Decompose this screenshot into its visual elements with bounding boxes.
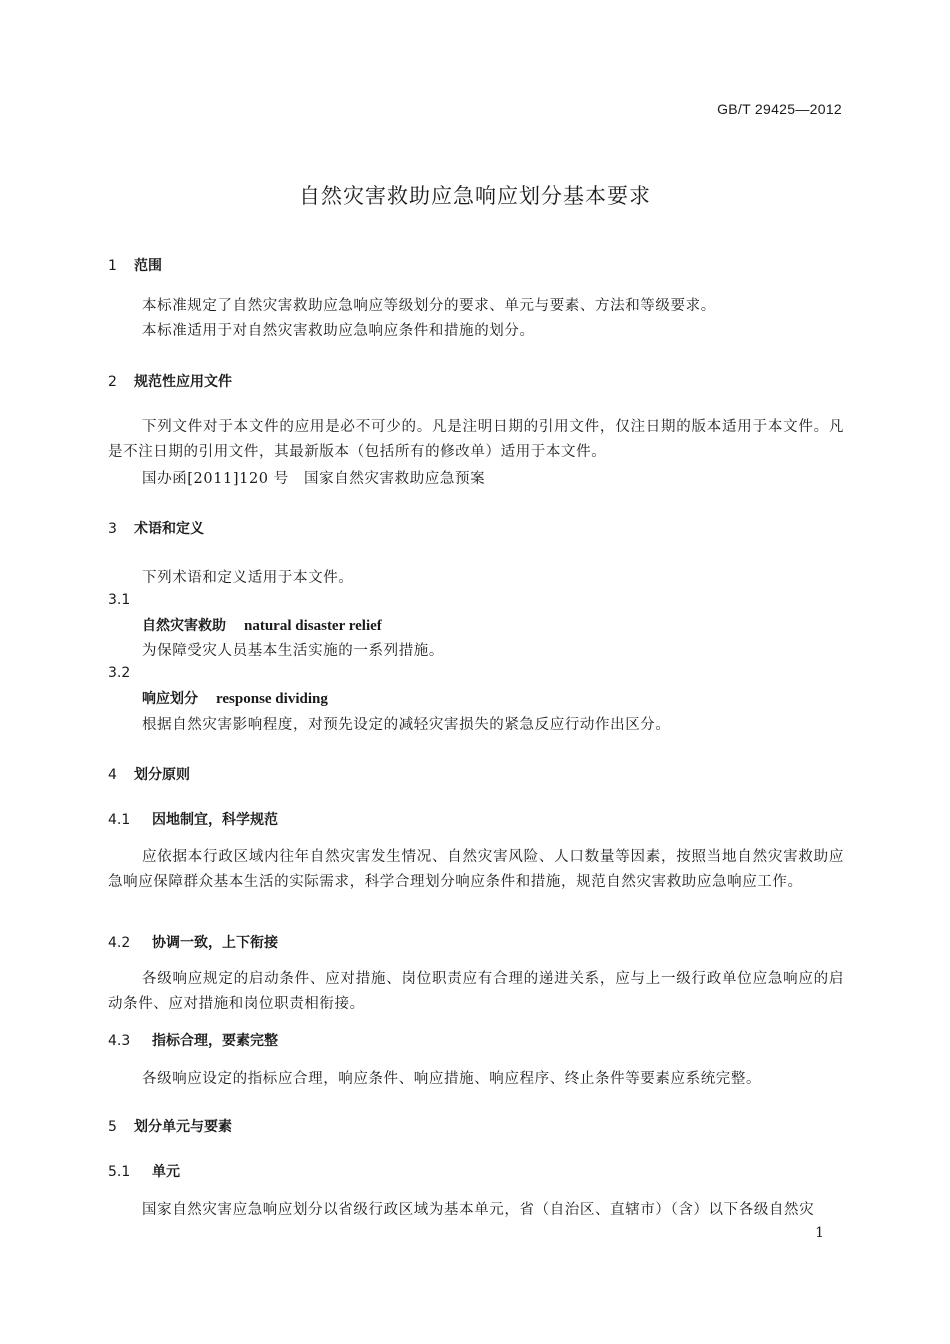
- term-3-1-number: 3.1: [108, 592, 131, 608]
- section-number: 4.1: [108, 812, 131, 828]
- section-title: 因地制宜，科学规范: [152, 812, 278, 828]
- section-title: 规范性应用文件: [134, 374, 232, 390]
- term-3-1: [142, 615, 382, 635]
- section-3-heading: [108, 518, 204, 538]
- term-3-2: [142, 688, 328, 708]
- section-3-intro: 下列术语和定义适用于本文件。: [142, 570, 354, 586]
- section-5-1-heading: [108, 1161, 180, 1181]
- document-title: 自然灾害救助应急响应划分基本要求: [299, 184, 651, 208]
- term-3-2-definition: 根据自然灾害影响程度，对预先设定的减轻灾害损失的紧急反应行动作出区分。: [142, 717, 671, 733]
- section-1-paragraph-2: 本标准适用于对自然灾害救助应急响应条件和措施的划分。: [142, 323, 535, 339]
- term-zh: 自然灾害救助: [142, 618, 226, 634]
- section-title: 协调一致，上下衔接: [152, 935, 278, 951]
- section-4-heading: [108, 764, 190, 784]
- section-1-paragraph-1: 本标准规定了自然灾害救助应急响应等级划分的要求、单元与要素、方法和等级要求。: [142, 298, 716, 314]
- section-4-1-heading: [108, 809, 278, 829]
- normative-reference: 国办函[2011]120 号 国家自然灾害救助应急预案: [142, 471, 486, 487]
- section-4-2-heading: [108, 932, 278, 952]
- section-number: 4.3: [108, 1033, 131, 1049]
- section-4-2-paragraph: 各级响应规定的启动条件、应对措施、岗位职责应有合理的递进关系，应与上一级行政单位应急响应的启动条件、应对措施和岗位职责相衔接。: [108, 971, 844, 1012]
- term-en: response dividing: [216, 691, 328, 707]
- standard-number: GB/T 29425—2012: [717, 101, 842, 117]
- section-number: 4: [108, 767, 117, 783]
- section-title: 划分单元与要素: [134, 1119, 232, 1135]
- section-4-3-heading: [108, 1030, 278, 1050]
- section-number: 2: [108, 374, 117, 390]
- term-zh: 响应划分: [142, 691, 198, 707]
- section-4-3-paragraph: 各级响应设定的指标应合理，响应条件、响应措施、响应程序、终止条件等要素应系统完整。: [142, 1071, 762, 1087]
- section-title: 指标合理，要素完整: [152, 1033, 278, 1049]
- term-en: natural disaster relief: [244, 618, 382, 634]
- section-4-1-paragraph: 应依据本行政区域内往年自然灾害发生情况、自然灾害风险、人口数量等因素，按照当地自然灾害救助应急响应保障群众基本生活的实际需求，科学合理划分响应条件和措施，规范自然灾害救助应急响应工作。: [108, 849, 844, 890]
- section-2-heading: [108, 371, 232, 391]
- page-number: 1: [815, 1225, 824, 1241]
- section-number: 4.2: [108, 935, 131, 951]
- section-2-paragraph: 下列文件对于本文件的应用是必不可少的。凡是注明日期的引用文件，仅注日期的版本适用于本文件。凡是不注日期的引用文件，其最新版本（包括所有的修改单）适用于本文件。: [108, 419, 844, 460]
- section-number: 5: [108, 1119, 117, 1135]
- section-title: 划分原则: [134, 767, 190, 783]
- section-5-heading: [108, 1116, 232, 1136]
- section-number: 1: [108, 258, 117, 274]
- term-3-1-definition: 为保障受灾人员基本生活实施的一系列措施。: [142, 643, 444, 659]
- section-5-1-paragraph: 国家自然灾害应急响应划分以省级行政区域为基本单元，省（自治区、直辖市）（含）以下各级自然灾: [142, 1202, 815, 1218]
- term-3-2-number: 3.2: [108, 665, 131, 681]
- section-title: 范围: [134, 258, 162, 274]
- section-1-heading: [108, 255, 162, 275]
- section-number: 5.1: [108, 1164, 131, 1180]
- section-number: 3: [108, 521, 117, 537]
- section-title: 术语和定义: [134, 521, 204, 537]
- section-title: 单元: [152, 1164, 180, 1180]
